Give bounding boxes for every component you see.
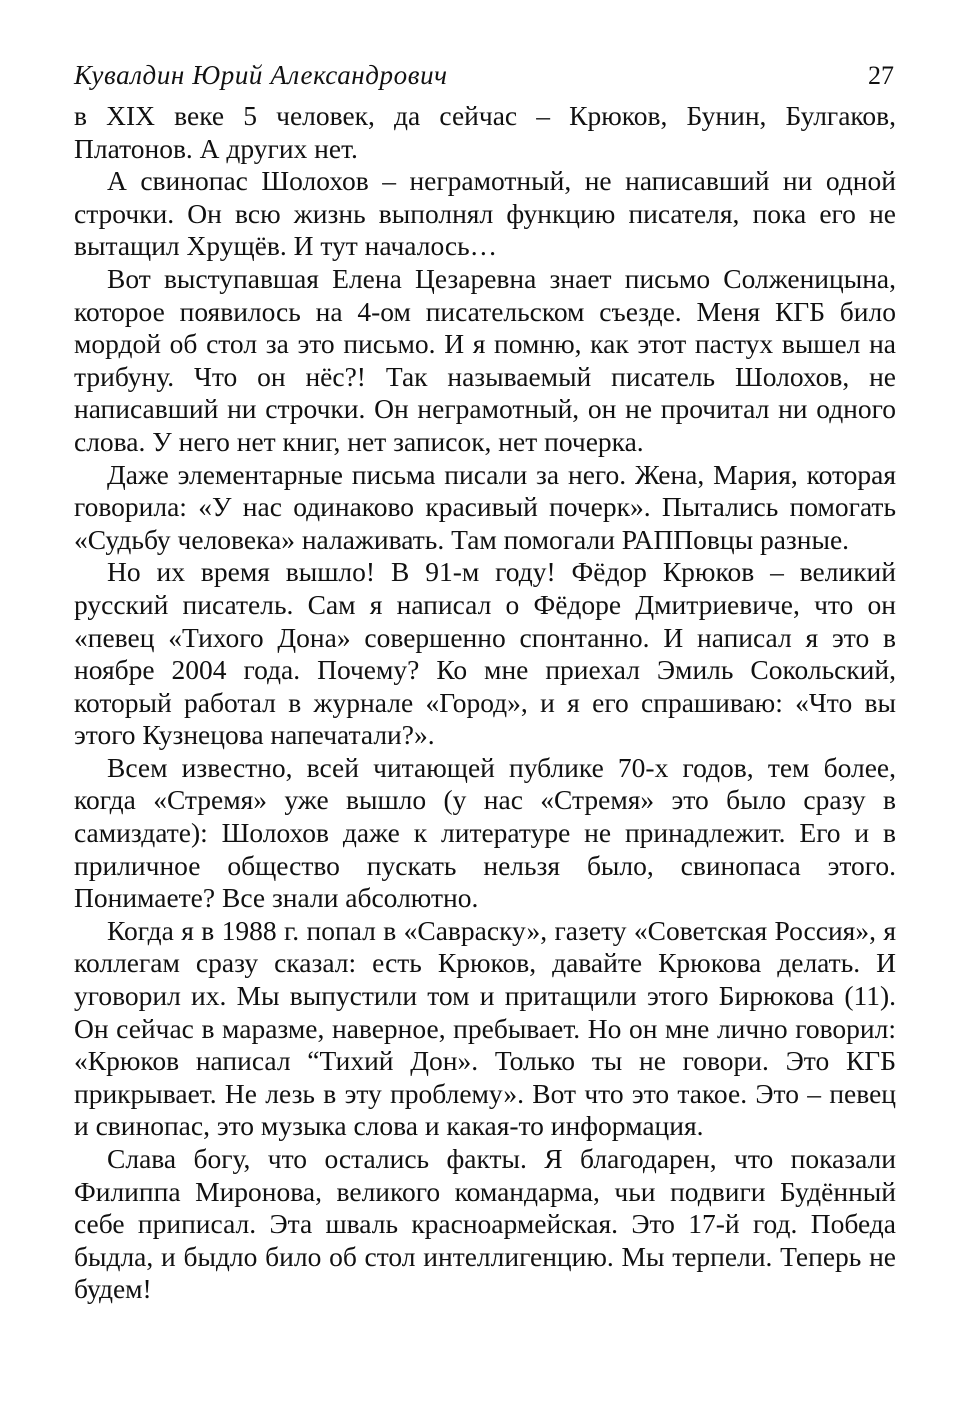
paragraph: в XIX веке 5 человек, да сейчас – Крюков, Бунин, Булгаков, Платонов. А других нет. [74, 100, 896, 164]
running-head [74, 58, 896, 100]
paragraph: Когда я в 1988 г. попал в «Савраску», газету «Советская Россия», я коллегам сразу сказал: есть Крюков, давайте Крюкова делать. И уговорил их. Мы выпустили том и притащили этого Бирюкова (11). Он сейчас в маразме, наверное, пребывает. Но он мне лично говорил: «Крюков написал “Тихий Дон». Только ты не говори. Это КГБ прикрывает. Не лезь в эту проблему». Вот что это такое. Это – певец и свинопас, это музыка слова и какая-то информация. [74, 914, 896, 1142]
paragraph: Но их время вышло! В 91-м году! Фёдор Крюков – великий русский писатель. Сам я написал о Фёдоре Дмитриевиче, что он «певец «Тихого Дона» совершенно спонтанно. И написал я это в ноябре 2004 года. Почему? Ко мне приехал Эмиль Сокольский, который работал в журнале «Город», и я его спрашиваю: «Что вы этого Кузнецова напечатали?». [74, 556, 896, 751]
paragraph: А свинопас Шолохов – неграмотный, не написавший ни одной строчки. Он всю жизнь выполнял функцию писателя, пока его не вытащил Хрущёв. И тут началось… [74, 165, 896, 262]
author-name: Кувалдин Юрий Александрович [74, 60, 448, 90]
paragraph: Слава богу, что остались факты. Я благодарен, что показали Филиппа Миронова, великого командарма, чьи подвиги Будённый себе приписал. Эта шваль красноармейская. Это 17-й год. Победа быдла, и быдло било об стол интеллигенцию. Мы терпели. Теперь не будем! [74, 1143, 896, 1305]
paragraph: Вот выступавшая Елена Цезаревна знает письмо Солженицына, которое появилось на 4-ом писательском съезде. Меня КГБ било мордой об стол за это письмо. И я помню, как этот пастух вышел на трибуну. Что он нёс?! Так называемый писатель Шолохов, не написавший ни строчки. Он неграмотный, он не прочитал ни одного слова. У него нет книг, нет записок, нет почерка. [74, 262, 896, 457]
book-page [74, 58, 896, 1306]
paragraph: Даже элементарные письма писали за него. Жена, Мария, которая говорила: «У нас одинаково красивый почерк». Пытались помогать «Судьбу человека» налаживать. Там помогали РАППовцы разные. [74, 458, 896, 555]
page-number: 27 [868, 61, 894, 90]
body-text [74, 100, 896, 1306]
paragraph: Всем известно, всей читающей публике 70-х годов, тем более, когда «Стремя» уже вышло (у нас «Стремя» это было сразу в самиздате): Шолохов даже к литературе не принадлежит. Его и в приличное общество пускать нельзя было, свинопаса этого. Понимаете? Все знали абсолютно. [74, 751, 896, 914]
